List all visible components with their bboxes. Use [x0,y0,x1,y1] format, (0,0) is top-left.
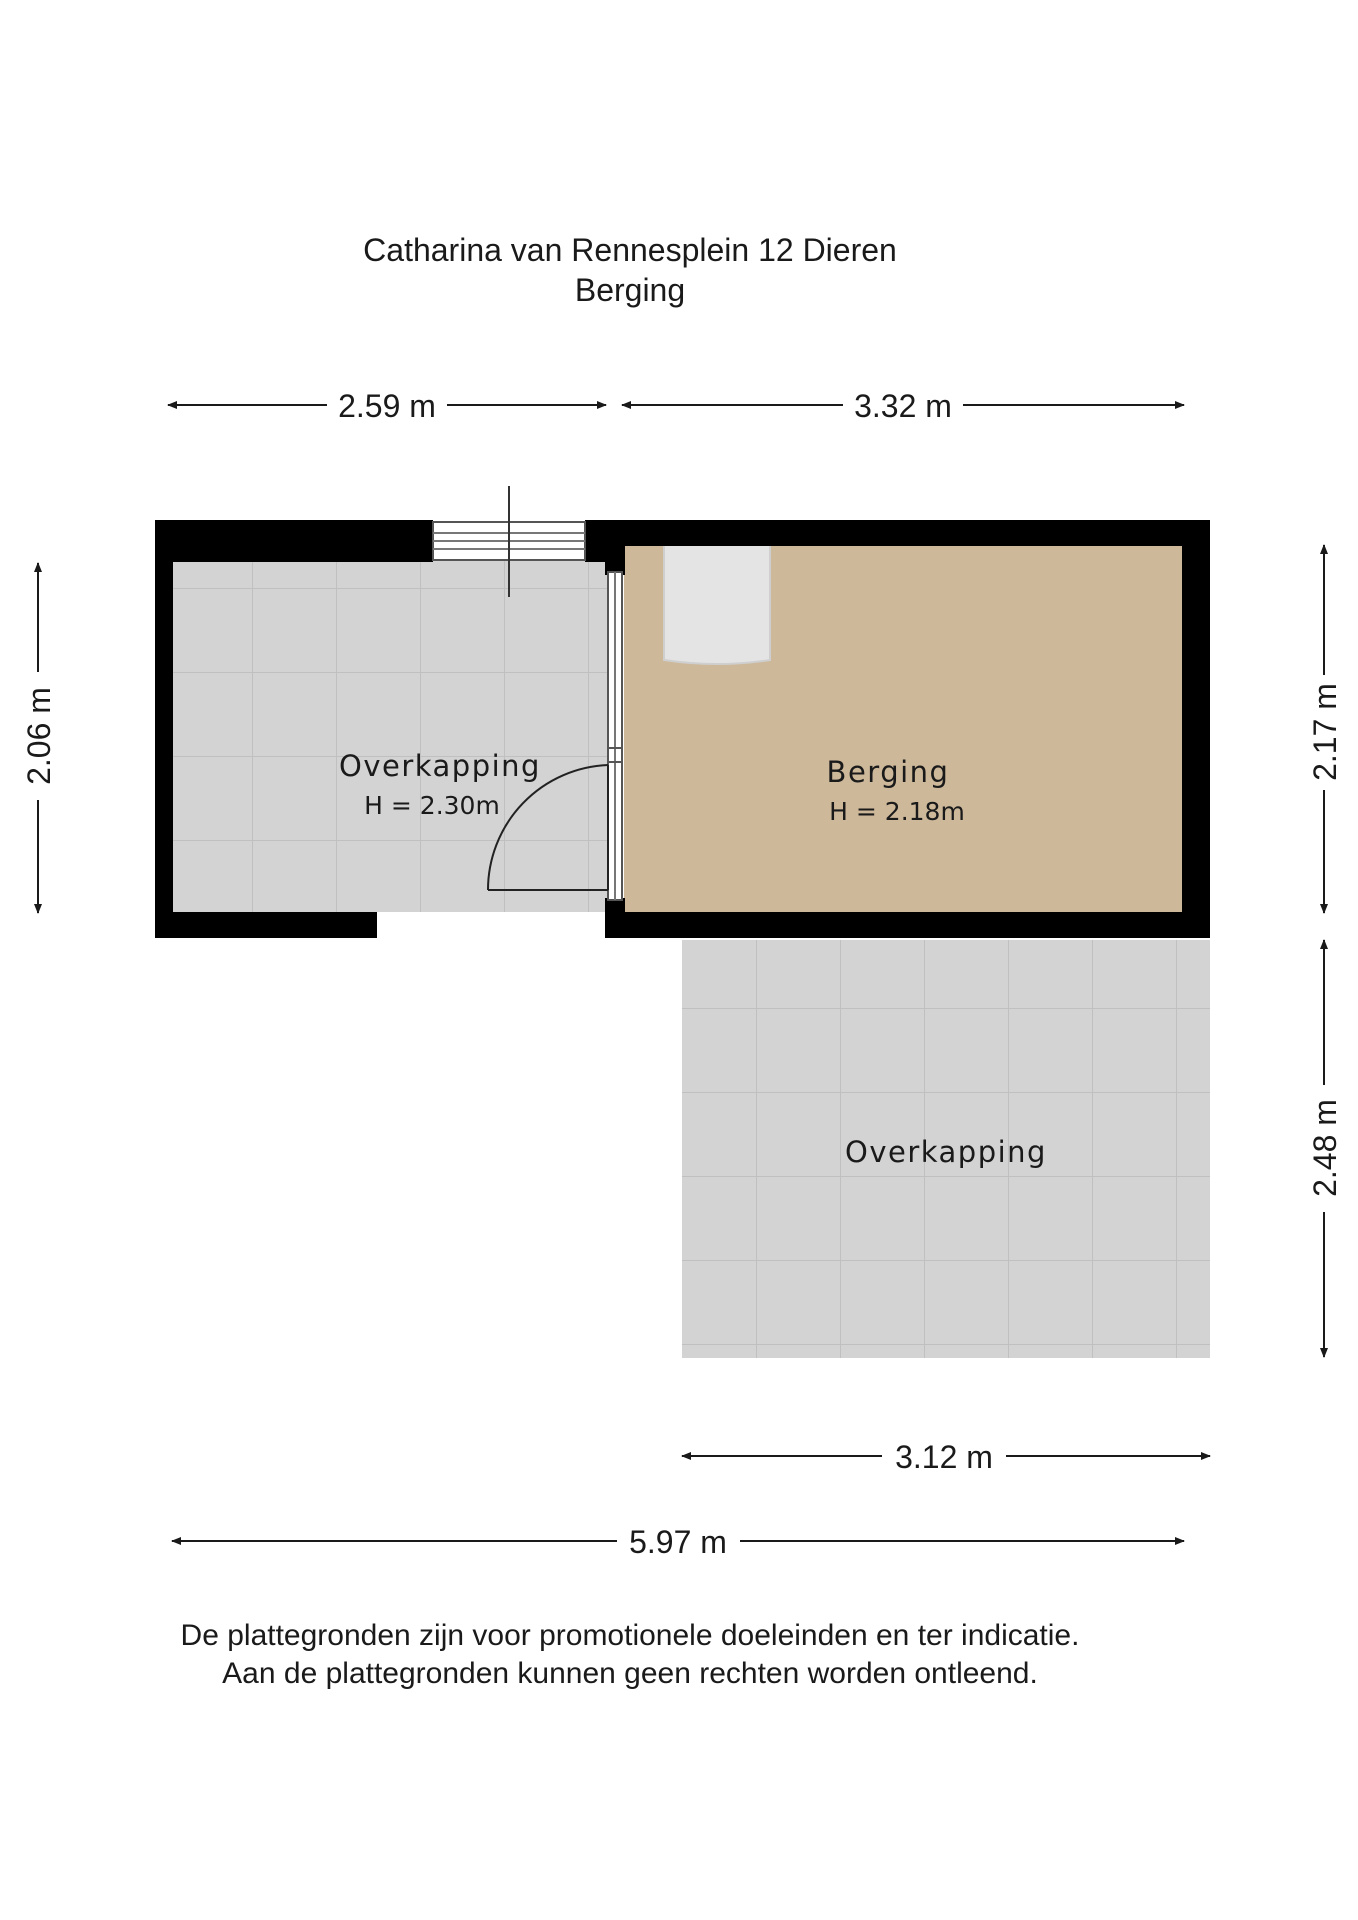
disclaimer-line-1: De plattegronden zijn voor promotionele doeleinden en ter indicatie. [180,1619,1080,1652]
glass-partition [608,572,622,900]
counter-unit [664,545,770,664]
overkapping-left-floor [172,560,608,912]
dim-top-left-width: 2.59 m [338,388,436,424]
room-label-overkapping-left: Overkapping [339,749,541,783]
room-label-overkapping-bottom: Overkapping [845,1135,1047,1169]
dim-right-lower-height: 2.48 m [1307,1099,1343,1197]
room-label-berging: Berging [826,755,950,789]
address-title: Catharina van Rennesplein 12 Dieren [363,232,897,268]
dim-right-upper-height: 2.17 m [1307,683,1343,781]
dim-left-height: 2.06 m [21,687,57,785]
disclaimer-line-2: Aan de plattegronden kunnen geen rechten worden ontleend. [222,1657,1038,1690]
dim-total-width: 5.97 m [629,1524,727,1560]
dim-bottom-overkapping-width: 3.12 m [895,1439,993,1475]
room-height-overkapping-left: H = 2.30m [364,791,500,820]
dim-top-right-width: 3.32 m [854,388,952,424]
room-height-berging: H = 2.18m [829,797,965,826]
floor-title: Berging [574,272,686,308]
